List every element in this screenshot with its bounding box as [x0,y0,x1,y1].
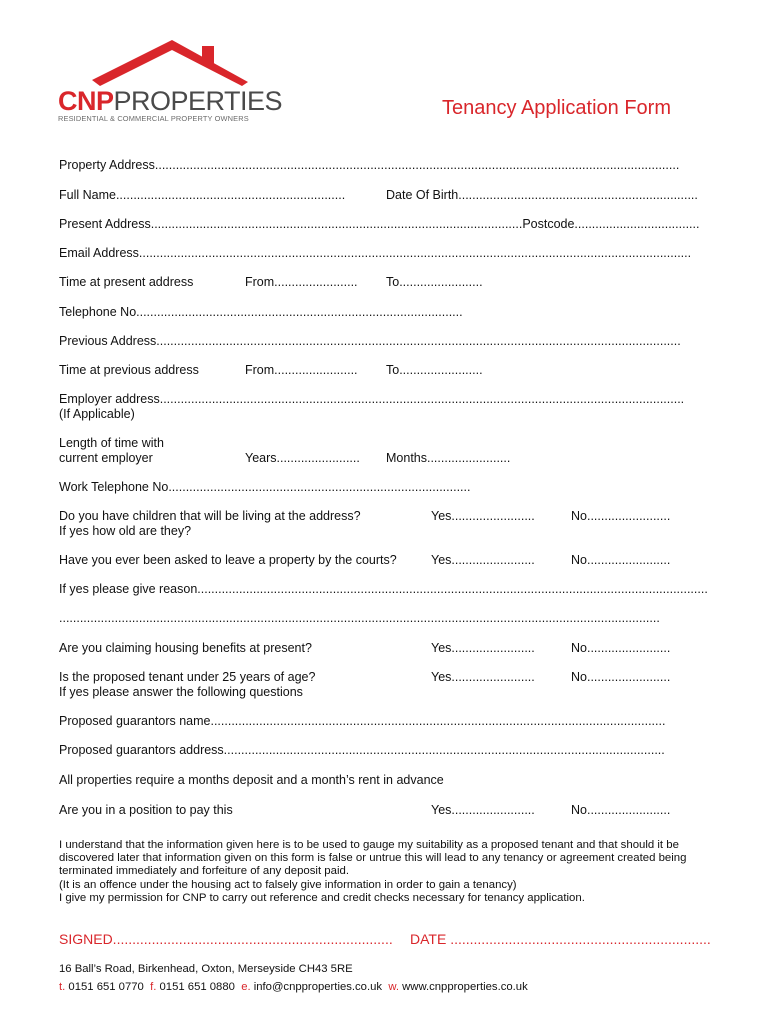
website-key: w. [388,981,399,993]
months-field[interactable]: Months........................ [386,451,511,465]
time-present-from-field[interactable]: From........................ [245,275,358,289]
pay-yes-field[interactable]: Yes........................ [431,803,535,817]
telephone-field[interactable]: Telephone No.............................................................................................. [59,305,463,319]
declaration-line: I give my permission for CNP to carry out reference and credit checks necessary for tenancy application. [59,891,585,904]
reason-field[interactable]: If yes please give reason................................................................................................................................................... [59,582,708,596]
pay-no-field[interactable]: No........................ [571,803,671,817]
fax-number: 0151 651 0880 [159,981,235,993]
phone-number: 0151 651 0770 [68,981,144,993]
work-telephone-field[interactable]: Work Telephone No....................................................................................... [59,480,471,494]
property-address-field[interactable]: Property Address....................................................................................................................................................... [59,158,680,172]
benefits-yes-field[interactable]: Yes........................ [431,641,535,655]
date-of-birth-field[interactable]: Date Of Birth..................................................................... [386,188,698,202]
phone-key: t. [59,981,66,993]
children-age-question: If yes how old are they? [59,524,192,538]
children-no-field[interactable]: No........................ [571,509,671,523]
company-logo-name [58,86,282,117]
form-title: Tenancy Application Form [442,97,672,119]
signed-field[interactable]: SIGNED........................................................................ [59,931,393,947]
guarantor-address-field[interactable]: Proposed guarantors address............................................................................................................................... [59,743,665,757]
email-link[interactable]: info@cnpproperties.co.uk [253,981,383,993]
email-key: e. [241,981,251,993]
housing-benefits-question: Are you claiming housing benefits at present? [59,641,312,655]
deposit-note: All properties require a months deposit and a month’s rent in advance [59,773,444,787]
employer-address-note: (If Applicable) [59,407,135,421]
full-name-field[interactable]: Full Name.................................................................. [59,188,346,202]
reason-continuation-field[interactable]: ............................................................................................................................................................................. [59,611,660,625]
time-present-to-field[interactable]: To........................ [386,275,483,289]
present-address-field[interactable]: Present Address...........................................................................................................Postcode.................................... [59,217,700,231]
pay-question: Are you in a position to pay this [59,803,233,817]
declaration-line: I understand that the information given here is to be used to gauge my suitability as a proposed tenant and that should it be [59,839,679,851]
email-address-field[interactable]: Email Address............................................................................................................................................................... [59,246,692,260]
time-previous-from-field[interactable]: From........................ [245,363,358,377]
logo-tagline: RESIDENTIAL & COMMERCIAL PROPERTY OWNERS [58,114,249,123]
time-previous-label: Time at previous address [59,363,199,377]
children-yes-field[interactable]: Yes........................ [431,509,535,523]
logo-name-cnp: CNP [58,86,114,116]
website-link[interactable]: www.cnpproperties.co.uk [402,981,528,993]
logo-name-properties: PROPERTIES [113,86,283,116]
previous-address-field[interactable]: Previous Address....................................................................................................................................................... [59,334,681,348]
footer-contacts [59,981,528,993]
under-25-no-field[interactable]: No........................ [571,670,671,684]
date-signed-field[interactable]: DATE ................................................................... [410,931,711,947]
time-previous-to-field[interactable]: To........................ [386,363,483,377]
fax-key: f. [150,981,157,993]
footer-address: 16 Ball’s Road, Birkenhead, Oxton, Merseyside CH43 5RE [59,963,353,975]
declaration-line: (It is an offence under the housing act to falsely give information in order to gain a tenancy) [59,878,517,891]
declaration-line: discovered later that information given on this form is false or untrue this will lead to any tenancy or agreement created being [59,852,687,865]
length-employment-label-2: current employer [59,451,153,465]
declaration-line: terminated immediately and forfeiture of any deposit paid. [59,865,349,878]
under-25-yes-field[interactable]: Yes........................ [431,670,535,684]
benefits-no-field[interactable]: No........................ [571,641,671,655]
guarantor-name-field[interactable]: Proposed guarantors name................................................................................................................................... [59,714,666,728]
employer-address-field[interactable]: Employer address....................................................................................................................................................... [59,392,685,406]
house-roof-logo-icon [90,38,250,86]
declaration [59,839,719,905]
children-question: Do you have children that will be living at the address? [59,509,361,523]
length-employment-label-1: Length of time with [59,436,164,450]
courts-yes-field[interactable]: Yes........................ [431,553,535,567]
under-25-note: If yes please answer the following questions [59,685,303,699]
courts-question: Have you ever been asked to leave a property by the courts? [59,553,397,567]
time-present-label: Time at present address [59,275,194,289]
courts-no-field[interactable]: No........................ [571,553,671,567]
under-25-question: Is the proposed tenant under 25 years of age? [59,670,316,684]
years-field[interactable]: Years........................ [245,451,360,465]
